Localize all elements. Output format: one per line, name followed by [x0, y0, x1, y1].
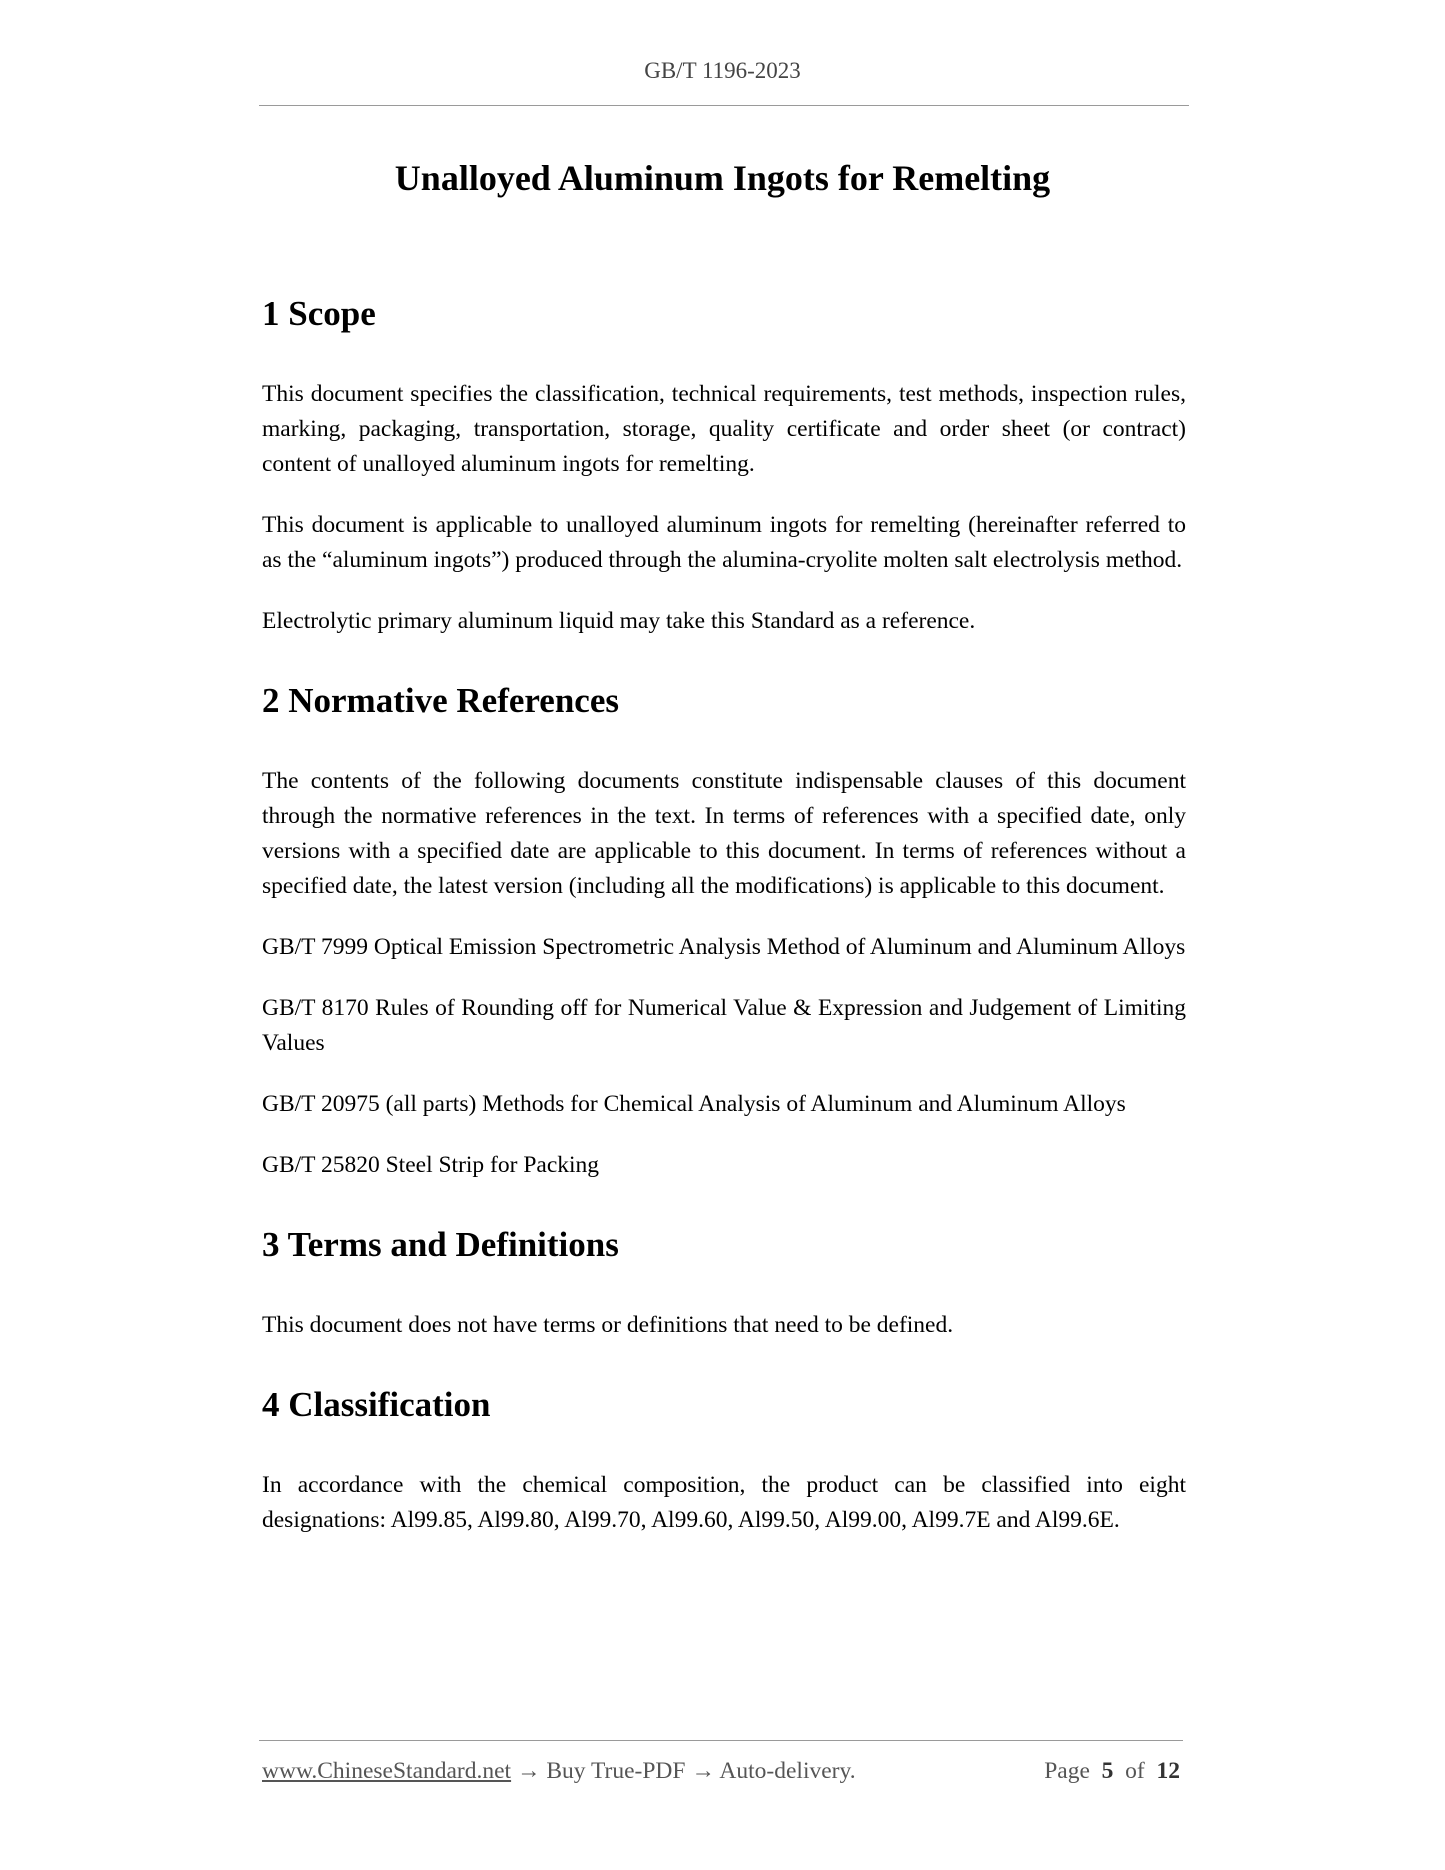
document-body: [262, 292, 1186, 1564]
document-title: Unalloyed Aluminum Ingots for Remelting: [394, 158, 1051, 198]
site-link[interactable]: www.ChineseStandard.net: [262, 1758, 512, 1784]
paragraph: In accordance with the chemical composition, the product can be classified into eight designations: Al99.85, Al99.80, Al99.70, Al99.60, Al99.50, Al99.00, Al99.7E and Al99.6E.: [262, 1472, 1186, 1533]
paragraph: Electrolytic primary aluminum liquid may take this Standard as a reference.: [262, 608, 976, 634]
reference-item: GB/T 25820 Steel Strip for Packing: [262, 1152, 600, 1178]
arrow-right-icon: →: [516, 1758, 541, 1784]
reference-item: GB/T 7999 Optical Emission Spectrometric Analysis Method of Aluminum and Aluminum Alloys: [262, 934, 1186, 960]
delivery-text: Auto-delivery.: [719, 1758, 856, 1784]
section-scope: [262, 292, 1186, 639]
footer-promo: [262, 1758, 856, 1785]
page-of: of: [1125, 1758, 1145, 1784]
header-divider: [259, 105, 1189, 106]
footer-divider: [259, 1740, 1183, 1741]
page-current: 5: [1101, 1758, 1114, 1784]
section-heading: 4 Classification: [262, 1385, 491, 1424]
paragraph: This document is applicable to unalloyed aluminum ingots for remelting (hereinafter referred to as the “aluminum ingots”) produced through the alumina-cryolite molten salt electrolysis method.: [262, 512, 1186, 573]
section-terms-definitions: [262, 1223, 1186, 1343]
paragraph: This document specifies the classification, technical requirements, test methods, inspection rules, marking, packaging, transportation, storage, quality certificate and order sheet (or contract) content of unalloyed aluminum ingots for remelting.: [262, 381, 1186, 477]
arrow-right-icon: →: [691, 1758, 715, 1784]
section-heading: 1 Scope: [262, 294, 376, 333]
section-heading: 3 Terms and Definitions: [262, 1225, 619, 1264]
page-label: Page: [1044, 1758, 1090, 1784]
paragraph: This document does not have terms or definitions that need to be defined.: [262, 1312, 954, 1338]
reference-item: GB/T 20975 (all parts) Methods for Chemical Analysis of Aluminum and Aluminum Alloys: [262, 1091, 1126, 1117]
section-classification: [262, 1383, 1186, 1538]
page-total: 12: [1156, 1758, 1180, 1784]
paragraph: The contents of the following documents constitute indispensable clauses of this document through the normative references in the text. In terms of references with a specified date, only versions with a specified date are applicable to this document. In terms of references without a specified date, the latest version (including all the modifications) is applicable to this document.: [262, 768, 1186, 899]
reference-item: GB/T 8170 Rules of Rounding off for Numerical Value & Expression and Judgement of Limiting Values: [262, 995, 1186, 1056]
section-normative-references: [262, 679, 1186, 1183]
buy-text: Buy True-PDF: [546, 1758, 686, 1784]
page-header: GB/T 1196-2023: [644, 58, 801, 83]
section-heading: 2 Normative References: [262, 681, 619, 720]
page-number: [1044, 1758, 1180, 1785]
